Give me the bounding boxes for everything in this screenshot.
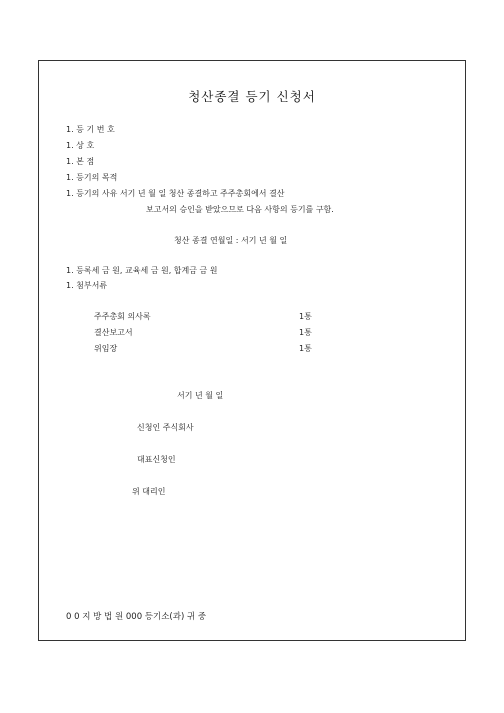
- sign-date-line: 서기 년 월 일: [177, 391, 224, 400]
- registration-reason-line1: 1. 등기의 사유 서기 년 월 일 청산 종결하고 주주총회에서 결산: [66, 189, 285, 198]
- liquidation-date-line: 청산 종결 연월일 : 서기 년 월 일: [174, 236, 288, 245]
- attachment-qty: 1통: [299, 328, 312, 337]
- agent-line: 위 대리인: [132, 487, 166, 496]
- attachment-qty: 1통: [299, 344, 312, 353]
- attachment-name: 주주총회 의사록: [94, 312, 151, 321]
- attachment-name: 결산보고서: [94, 328, 133, 337]
- field-company-name: 1. 상 호: [66, 141, 95, 150]
- attachments-heading: 1. 첨부서류: [66, 281, 108, 290]
- field-registration-number: 1. 등 기 번 호: [66, 125, 115, 134]
- fees-line: 1. 등록세 금 원, 교육세 금 원, 합계금 금 원: [66, 266, 218, 275]
- field-head-office: 1. 본 점: [66, 157, 95, 166]
- registration-reason-line2: 보고서의 승인을 받았으므로 다음 사항의 등기를 구함.: [146, 205, 334, 214]
- court-office-line: 0 0 지 방 법 원 000 등기소(과) 귀 중: [66, 612, 207, 622]
- applicant-line: 신청인 주식회사: [137, 423, 194, 432]
- attachment-qty: 1통: [299, 312, 312, 321]
- document-title: 청산종결 등기 신청서: [188, 89, 316, 104]
- attachment-name: 위임장: [94, 344, 118, 353]
- representative-line: 대표신청인: [137, 455, 176, 464]
- field-registration-purpose: 1. 등기의 목적: [66, 173, 118, 182]
